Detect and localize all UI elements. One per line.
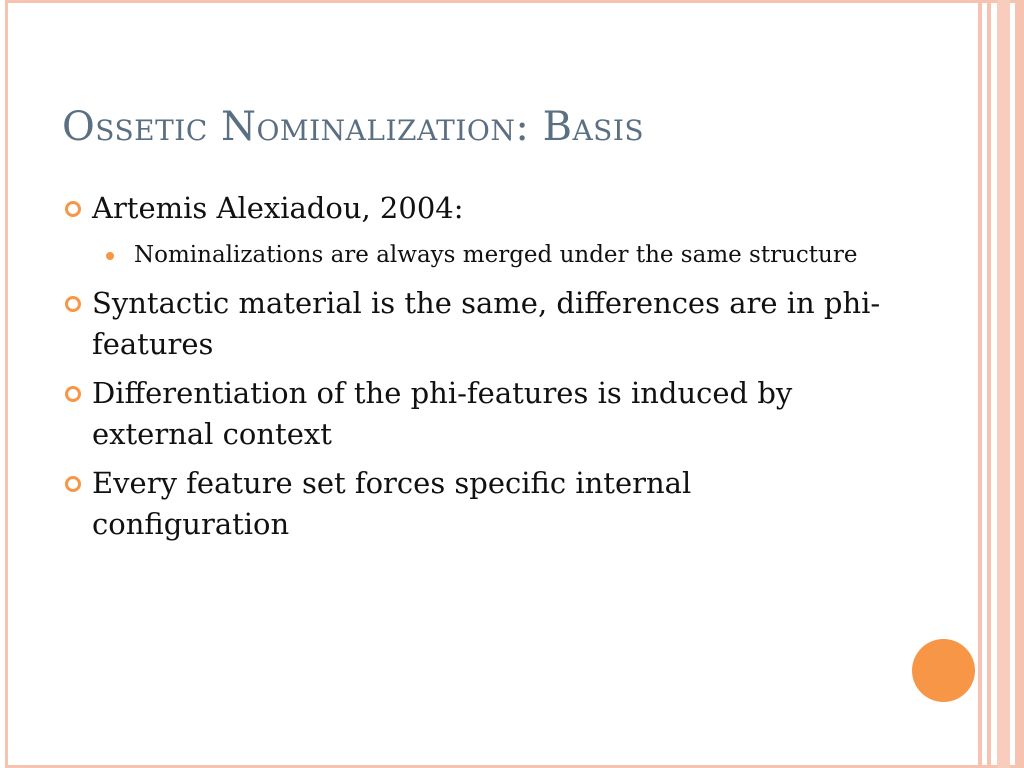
bullet-item	[62, 463, 892, 545]
decorative-circle	[912, 639, 975, 702]
dot-bullet-icon	[106, 252, 114, 260]
sub-bullet-item	[104, 237, 892, 273]
bullet-text: Differentiation of the phi-features is induced by external context	[92, 376, 793, 451]
frame-top-border	[5, 0, 1024, 3]
frame-right-stripe-4	[1015, 0, 1024, 768]
ring-bullet-icon	[65, 476, 81, 492]
slide-title: Ossetic Nominalization: Basis	[62, 104, 645, 150]
bullet-item	[62, 188, 892, 229]
frame-right-stripe-1	[978, 0, 982, 768]
frame-left-border	[5, 0, 8, 768]
sub-bullet-text: Nominalizations are always merged under the same structure	[134, 242, 858, 268]
bullet-item	[62, 373, 892, 455]
slide-content	[62, 188, 892, 553]
frame-right-stripe-3	[997, 0, 1010, 768]
bullet-text: Every feature set forces specific internal configuration	[92, 466, 692, 541]
frame-right-stripe-2	[987, 0, 991, 768]
bullet-text: Artemis Alexiadou, 2004:	[92, 191, 464, 225]
bullet-item	[62, 283, 892, 365]
ring-bullet-icon	[65, 296, 81, 312]
ring-bullet-icon	[65, 201, 81, 217]
bullet-text: Syntactic material is the same, differences are in phi-features	[92, 286, 881, 361]
ring-bullet-icon	[65, 386, 81, 402]
